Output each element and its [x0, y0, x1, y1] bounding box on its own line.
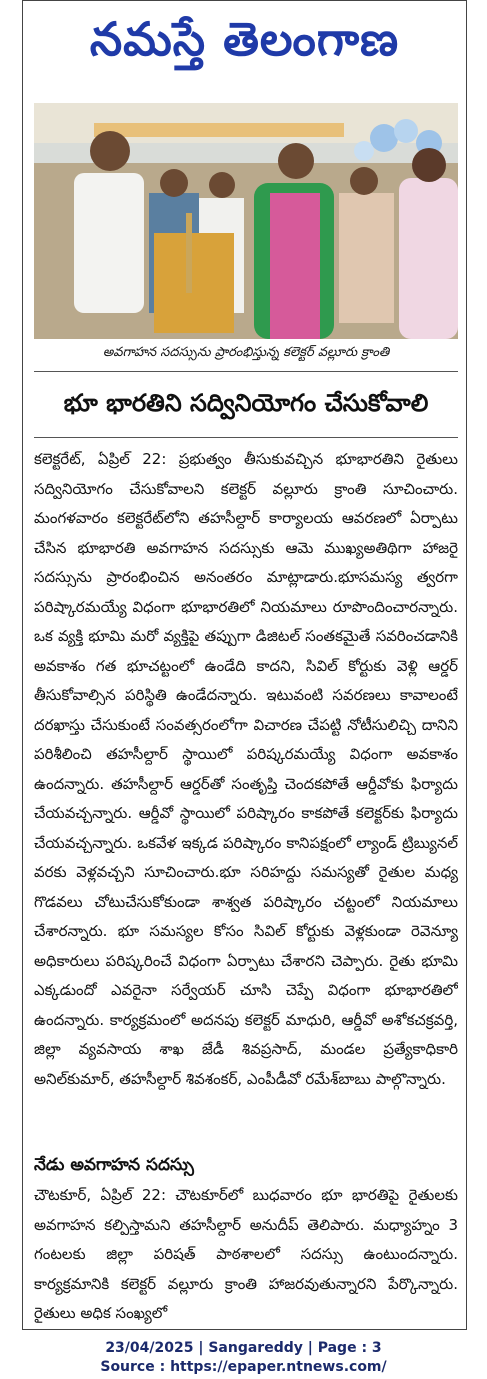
- newspaper-masthead: నమస్తే తెలంగాణ: [89, 12, 400, 66]
- section-divider: [34, 437, 458, 438]
- section-divider: [34, 371, 458, 372]
- article-subheading: నేడు అవగాహన సదస్సు: [34, 1155, 194, 1175]
- footer-source-line: Source : https://epaper.ntnews.com/: [100, 1359, 387, 1375]
- newspaper-clipping: [22, 0, 467, 1330]
- photo-caption: అవగాహన సదస్సును ప్రారంభిస్తున్న కలెక్టర్ వల్లూరు క్రాంతి: [102, 345, 390, 360]
- event-photo-illustration: [34, 103, 458, 339]
- article-headline: భూ భారతిని సద్వినియోగం చేసుకోవాలి: [63, 389, 429, 417]
- article-body: కలెక్టరేట్, ఏప్రిల్ 22: ప్రభుత్వం తీసుకువచ్చిన భూభారతిని రైతులు సద్వినియోగం చేసుకోవాలని కలెక్టర్ వల్లూరు క్రాంతి సూచించారు. మంగళవారం కలెక్టరేట్‌లోని తహసీల్దార్ కార్యాలయ ఆవరణలో ఏర్పాటు చేసిన భూభారతి అవగాహన సదస్సుకు ఆమె ముఖ్యఅతిథిగా హాజరై సదస్సును ప్రారంభించిన అనంతరం మాట్లాడారు.భూసమస్య త్వరగా పరిష్కారమయ్యే విధంగా భూభారతిలో నియమాలు రూపొందించారన్నారు. ఒక వ్యక్తి భూమి మరో వ్యక్తిపై తప్పుగా డిజిటల్ సంతకమైతే సవరించడానికి అవకాశం గత భూచట్టంలో ఉండేది కాదని, సివిల్ కోర్టుకు వెళ్లి ఆర్డర్ తీసుకోవాల్సిన పరిస్థితి ఉండేదన్నారు. ఇటువంటి సవరణలు కావాలంటే దరఖాస్తు చేసుకుంటే సంవత్సరంలోగా విచారణ చేపట్టి నోటీసులిచ్చి దానిని పరిశీలించి తహసీల్దార్ స్థాయిలో పరిష్కరమయ్యే విధంగా అవకాశం ఉందన్నారు. తహసీల్దార్ ఆర్డర్‌తో సంతృప్తి చెందకపోతే ఆర్డీవోకు ఫిర్యాదు చేయవచ్చన్నారు. ఆర్డీవో స్థాయిలో పరిష్కారం కాకపోతే కలెక్టర్‌కు ఫిర్యాదు చేయవచ్చన్నారు. ఒకవేళ ఇక్కడ పరిష్కారం కానిపక్షంలో ల్యాండ్ ట్రిబ్యునల్ వరకు వెళ్లవచ్చని సూచించారు.భూ సరిహద్దు సమస్యతో రైతుల మధ్య గొడవలు చోటుచేసుకోకుండా శాశ్వత పరిష్కారం చట్టంలో నియమాలు చేశారన్నారు. భూ సమస్యల కోసం సివిల్ కోర్టుకు వెళ్లకుండా రెవెన్యూ అధికారులు పరిష్కరించే విధంగా ఏర్పాటు చేశారని చెప్పారు. రైతు భూమి ఎక్కడుందో ఎవరైనా సర్వేయర్ చూసి చెప్పే విధంగా భూభారతిలో ఉందన్నారు. కార్యక్రమంలో అదనపు కలెక్టర్ మాధురి, ఆర్డీవో అశోకచక్రవర్తి, జిల్లా వ్యవసాయ శాఖ జేడీ శివప్రసాద్, మండల ప్రత్యేకాధికారి అనిల్‌కుమార్, తహసీల్దార్ శివశంకర్, ఎంపీడీవో రమేశ్‌బాబు పాల్గొన్నారు.: [34, 450, 458, 1088]
- footer-date-line: 23/04/2025 | Sangareddy | Page : 3: [105, 1340, 382, 1356]
- news-photo: [34, 103, 458, 339]
- article-body-secondary: చౌటకూర్, ఏప్రిల్ 22: చౌటకూర్‌లో బుధవారం భూ భారతిపై రైతులకు అవగాహన కల్పిస్తామని తహసీల్దార్ అనుదీప్ తెలిపారు. మధ్యాహ్నం 3 గంటలకు జిల్లా పరిషత్ పాఠశాలలో సదస్సు ఉంటుందన్నారు. కార్యక్రమానికి కలెక్టర్ వల్లూరు క్రాంతి హాజరవుతున్నారని పేర్కొన్నారు. రైతులు అధిక సంఖ్యలో: [34, 1186, 458, 1322]
